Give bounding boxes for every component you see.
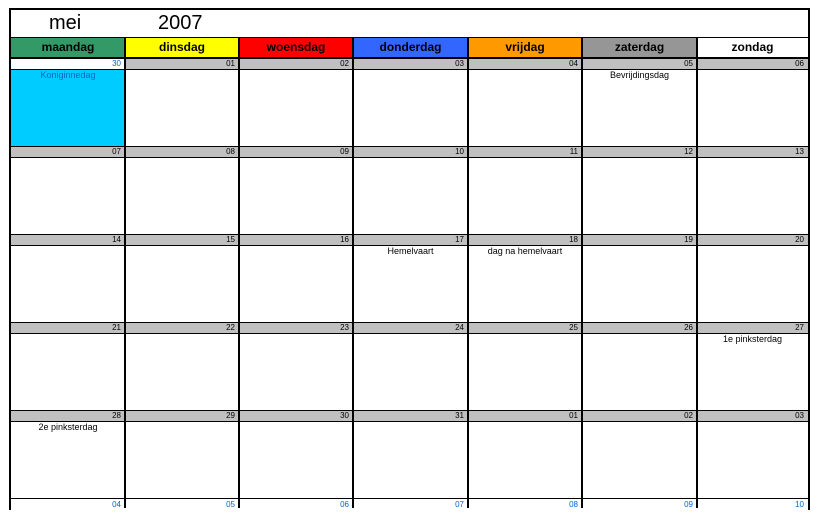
date-number: 23 bbox=[340, 323, 349, 332]
next-month-date: 05 bbox=[226, 500, 235, 509]
next-month-date: 09 bbox=[684, 500, 693, 509]
date-number: 13 bbox=[795, 147, 804, 156]
weekday-header-dinsdag: dinsdag bbox=[125, 37, 239, 58]
holiday-label: Koniginnedag bbox=[40, 70, 96, 80]
date-number: 14 bbox=[112, 235, 121, 244]
date-number: 02 bbox=[684, 411, 693, 420]
weekday-header-vrijdag: vrijdag bbox=[468, 37, 582, 58]
date-number: 20 bbox=[795, 235, 804, 244]
date-number: 18 bbox=[569, 235, 578, 244]
next-month-date: 10 bbox=[795, 500, 804, 509]
grid-line bbox=[124, 37, 126, 508]
date-number: 21 bbox=[112, 323, 121, 332]
weekday-header-zondag: zondag bbox=[697, 37, 808, 58]
date-number: 26 bbox=[684, 323, 693, 332]
date-number: 16 bbox=[340, 235, 349, 244]
grid-line bbox=[581, 37, 583, 508]
year-label: 2007 bbox=[158, 12, 203, 34]
date-number: 09 bbox=[340, 147, 349, 156]
weekday-header-woensdag: woensdag bbox=[239, 37, 353, 58]
date-number: 05 bbox=[684, 59, 693, 68]
next-month-date: 08 bbox=[569, 500, 578, 509]
holiday-label: Hemelvaart bbox=[387, 246, 434, 256]
date-number: 06 bbox=[795, 59, 804, 68]
date-number: 30 bbox=[112, 59, 121, 68]
date-number: 08 bbox=[226, 147, 235, 156]
date-number: 07 bbox=[112, 147, 121, 156]
holiday-label: dag na hemelvaart bbox=[487, 246, 563, 256]
holiday-highlight bbox=[11, 70, 125, 146]
next-month-date: 04 bbox=[112, 500, 121, 509]
calendar-title bbox=[11, 10, 808, 36]
next-month-date: 06 bbox=[340, 500, 349, 509]
date-number: 24 bbox=[455, 323, 464, 332]
date-number: 22 bbox=[226, 323, 235, 332]
date-number: 25 bbox=[569, 323, 578, 332]
date-number: 19 bbox=[684, 235, 693, 244]
holiday-label: Bevrijdingsdag bbox=[609, 70, 670, 80]
grid-line bbox=[238, 37, 240, 508]
grid-line bbox=[696, 37, 698, 508]
date-number: 11 bbox=[569, 147, 578, 156]
date-number: 01 bbox=[226, 59, 235, 68]
date-number: 04 bbox=[569, 59, 578, 68]
date-number: 01 bbox=[569, 411, 578, 420]
date-number: 30 bbox=[340, 411, 349, 420]
date-number: 12 bbox=[684, 147, 693, 156]
weekday-header-donderdag: donderdag bbox=[353, 37, 468, 58]
date-number: 17 bbox=[455, 235, 464, 244]
date-number: 28 bbox=[112, 411, 121, 420]
date-number: 27 bbox=[795, 323, 804, 332]
holiday-label: 2e pinksterdag bbox=[38, 422, 98, 432]
date-number: 03 bbox=[795, 411, 804, 420]
calendar-sheet bbox=[9, 8, 810, 510]
date-number: 29 bbox=[226, 411, 235, 420]
grid-line bbox=[467, 37, 469, 508]
date-number: 03 bbox=[455, 59, 464, 68]
holiday-label: 1e pinksterdag bbox=[722, 334, 783, 344]
next-month-date: 07 bbox=[455, 500, 464, 509]
date-number: 31 bbox=[455, 411, 464, 420]
date-number: 10 bbox=[455, 147, 464, 156]
grid-line bbox=[352, 37, 354, 508]
month-name: mei bbox=[49, 12, 82, 34]
date-number: 02 bbox=[340, 59, 349, 68]
date-number: 15 bbox=[226, 235, 235, 244]
weekday-header-maandag: maandag bbox=[11, 37, 125, 58]
weekday-header-zaterdag: zaterdag bbox=[582, 37, 697, 58]
